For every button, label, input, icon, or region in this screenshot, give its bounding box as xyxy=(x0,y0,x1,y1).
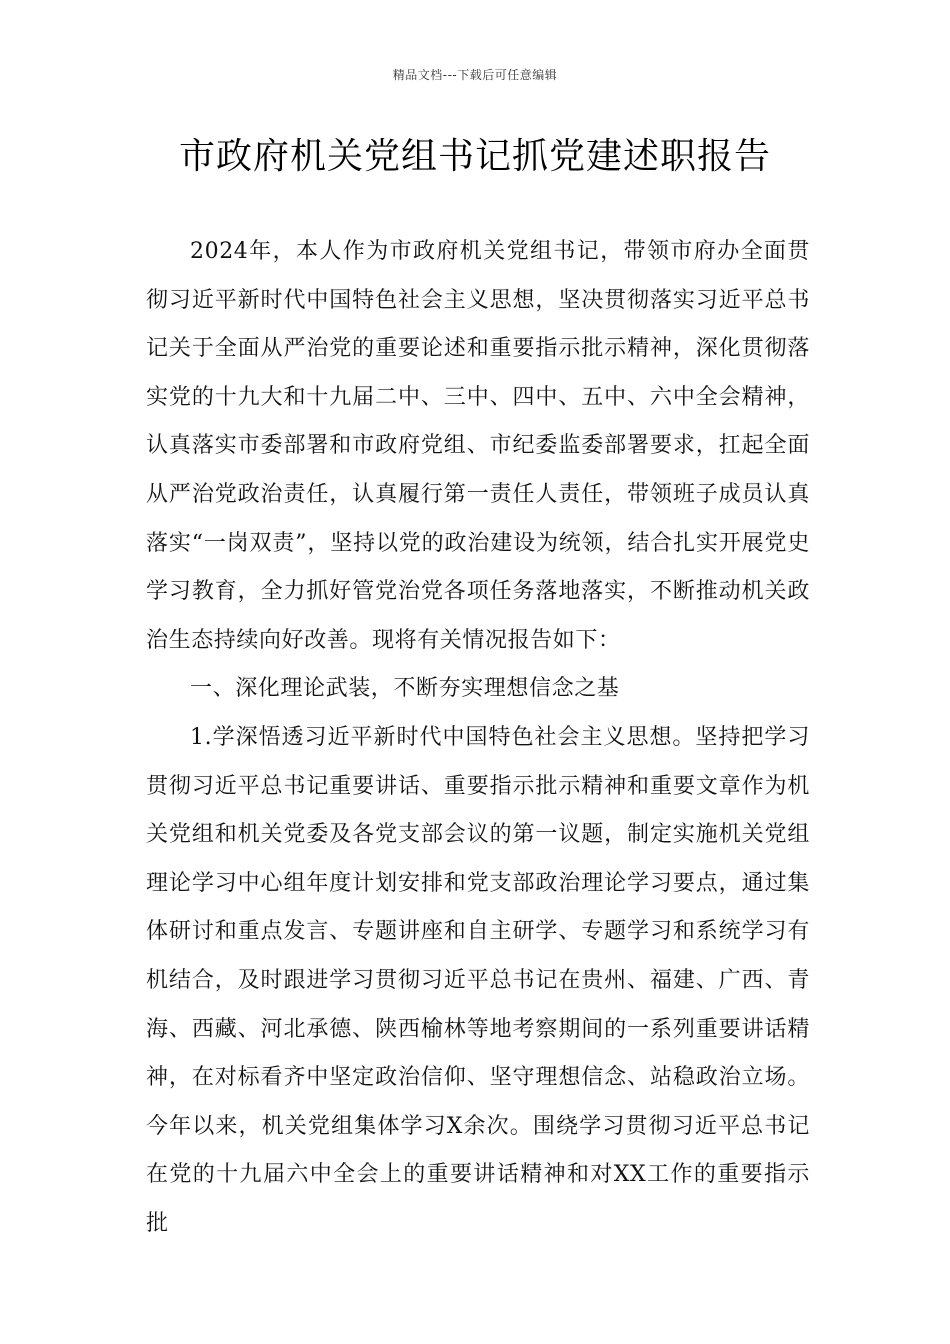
paragraph-intro: 2024年，本人作为市政府机关党组书记，带领市府办全面贯彻习近平新时代中国特色社会主义思想，坚决贯彻落实习近平总书记关于全面从严治党的重要论述和重要指示批示精神，深化贯彻落实党的十九大和十九届二中、三中、四中、五中、六中全会精神，认真落实市委部署和市政府党组、市纪委监委部署要求，扛起全面从严治党政治责任，认真履行第一责任人责任，带领班子成员认真落实“一岗双责”，坚持以党的政治建设为统领，结合扎实开展党史学习教育，全力抓好管党治党各项任务落地落实，不断推动机关政治生态持续向好改善。现将有关情况报告如下： xyxy=(146,239,810,653)
header-note: 精品文档---下载后可任意编辑 xyxy=(392,68,558,82)
document-body xyxy=(146,228,810,1248)
section-heading-1: 一、深化理论武装，不断夯实理想信念之基 xyxy=(190,676,620,702)
document-title: 市政府机关党组书记抓党建述职报告 xyxy=(178,136,771,177)
paragraph-item-1: 1.学深悟透习近平新时代中国特色社会主义思想。坚持把学习贯彻习近平总书记重要讲话、重要指示批示精神和重要文章作为机关党组和机关党委及各党支部会议的第一议题，制定实施机关党组理论学习中心组年度计划安排和党支部政治理论学习要点，通过集体研讨和重点发言、专题讲座和自主研学、专题学习和系统学习有机结合，及时跟进学习贯彻习近平总书记在贵州、福建、广西、青海、西藏、河北承德、陕西榆林等地考察期间的一系列重要讲话精神，在对标看齐中坚定政治信仰、坚守理想信念、站稳政治立场。今年以来，机关党组集体学习X余次。围绕学习贯彻习近平总书记在党的十九届六中全会上的重要讲话精神和对XX工作的重要指示批 xyxy=(146,724,810,1236)
